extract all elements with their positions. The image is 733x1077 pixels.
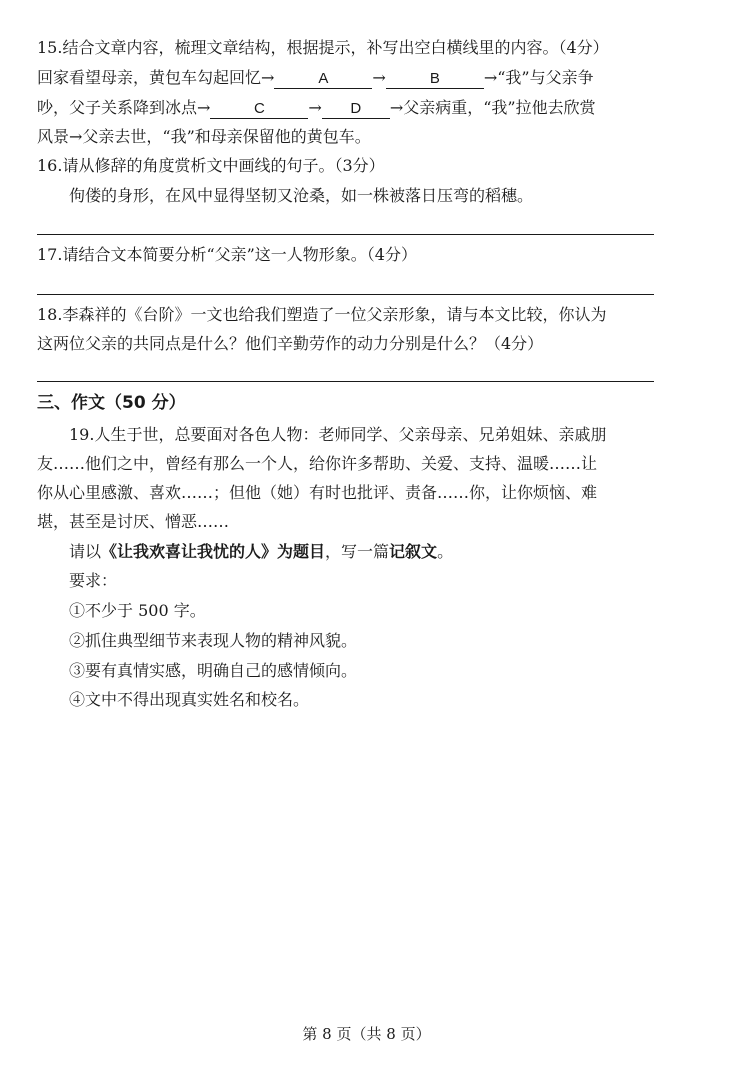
answer-blank-c[interactable]: C [210, 100, 308, 119]
requirement-item: ②抓住典型细节来表现人物的精神风貌。 [69, 631, 358, 650]
q19-paragraph-line-1: 19.人生于世，总要面对各色人物：老师同学、父亲母亲、兄弟姐妹、亲戚朋 [69, 425, 607, 444]
q15-arrow: → [308, 98, 322, 117]
q18-prompt-line-2: 这两位父亲的共同点是什么？他们辛勤劳作的动力分别是什么？（4分） [37, 334, 544, 353]
q19-paragraph-line-4: 堪，甚至是讨厌、憎恶…… [37, 512, 230, 531]
instruction-text: 请以 [69, 542, 102, 561]
requirement-item: ③要有真情实感，明确自己的感情倾向。 [69, 661, 358, 680]
requirement-item: ①不少于 500 字。 [69, 601, 206, 620]
q18-prompt-line-1: 18.李森祥的《台阶》一文也给我们塑造了一位父亲形象，请与本文比较，你认为 [37, 305, 607, 324]
q15-text: 回家看望母亲，黄包车勾起回忆→ [37, 68, 275, 87]
q15-text: 吵，父子关系降到冰点→ [37, 98, 211, 117]
answer-blank-d[interactable]: D [322, 100, 390, 119]
q15-text: →父亲病重，“我”拉他去欣赏 [389, 98, 596, 117]
q16-answer-line[interactable] [37, 234, 654, 235]
q15-line-4: 风景→父亲去世，“我”和母亲保留他的黄包车。 [37, 127, 371, 146]
requirements-label: 要求： [69, 571, 118, 590]
q18-answer-line[interactable] [37, 381, 654, 382]
q16-quoted-sentence: 佝偻的身形，在风中显得坚韧又沧桑，如一株被落日压弯的稻穗。 [69, 186, 534, 205]
section-heading: 三、作文（50 分） [37, 393, 186, 413]
instruction-text: ，写一篇 [325, 542, 390, 561]
q19-paragraph-line-2: 友……他们之中，曾经有那么一个人，给你许多帮助、关爱、支持、温暖……让 [37, 454, 598, 473]
q19-paragraph-line-3: 你从心里感激、喜欢……；但他（她）有时也批评、责备……你，让你烦恼、难 [37, 483, 598, 502]
essay-genre: 记叙文 [389, 542, 438, 561]
q17-prompt: 17.请结合文本简要分析“父亲”这一人物形象。（4分） [37, 245, 417, 264]
q15-prompt: 15.结合文章内容，梳理文章结构，根据提示，补写出空白横线里的内容。（4分） [37, 38, 609, 57]
q17-answer-line[interactable] [37, 294, 654, 295]
answer-blank-b[interactable]: B [386, 70, 484, 89]
q19-instruction [69, 541, 729, 563]
q15-line-2 [37, 67, 697, 89]
answer-blank-a[interactable]: A [274, 70, 372, 89]
requirement-item: ④文中不得出现真实姓名和校名。 [69, 690, 310, 709]
q15-text: →“我”与父亲争 [483, 68, 594, 87]
q15-arrow: → [372, 68, 386, 87]
instruction-text: 。 [437, 542, 454, 561]
essay-title: 《让我欢喜让我忧的人》为题目 [101, 542, 326, 561]
page-number-footer: 第 8 页（共 8 页） [302, 1025, 431, 1043]
q15-line-3 [37, 97, 697, 119]
q16-prompt: 16.请从修辞的角度赏析文中画线的句子。（3分） [37, 156, 385, 175]
